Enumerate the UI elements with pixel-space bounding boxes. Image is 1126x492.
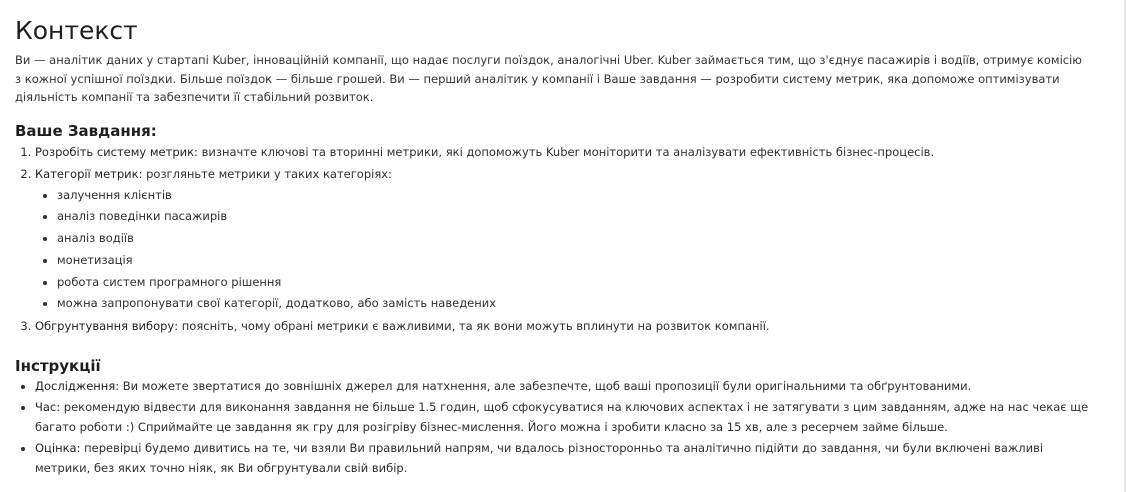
categories-list — [35, 185, 1090, 316]
task-label: Розробіть систему метрик: — [35, 144, 198, 159]
task-item-metric-categories — [35, 163, 1090, 316]
instruction-text: Ви можете звертатися до зовнішніх джерел для натхнення, але забезпечте, щоб ваші пропозиції були оригінальними та обґрунтованими. — [119, 379, 972, 394]
category-item: • робота систем програмного рішення — [57, 272, 1090, 294]
task-item-metrics-system — [35, 141, 1090, 163]
task-label: Обгрунтування вибору: — [35, 319, 179, 334]
instruction-item-evaluation — [35, 438, 1090, 478]
instruction-item-time — [35, 397, 1090, 437]
instruction-label: Оцінка: — [35, 441, 81, 456]
instruction-label: Час: — [35, 400, 61, 415]
document-page — [15, 14, 1090, 479]
tasks-title: Ваше Завдання: — [15, 121, 157, 140]
instructions-list — [15, 376, 1090, 478]
instruction-item-research — [35, 376, 1090, 396]
category-item: • залучення клієнтів — [57, 185, 1090, 207]
task-text: розгляньте метрики у таких категоріях: — [142, 166, 392, 181]
task-text: визначте ключові та вторинні метрики, які допоможуть Kuber моніторити та аналізувати ефективність бізнес-процесів. — [197, 144, 935, 159]
instruction-text: рекомендую відвести для виконання завдання не більше 1.5 годин, щоб сфокусуватися на ключових аспектах і не затягувати з цим завданням, адже на нас чекає ще багато роботи :) Сприймайте це завдання як гру для розігріву бізнес-мислення. Його можна і зробити класно за 15 хв, але з ресерчем займе більше. — [35, 400, 1089, 435]
context-paragraph: Ви — аналітик даних у стартапі Kuber, інноваційній компанії, що надає послуги поїздок, аналогічні Uber. Kuber займається тим, що з'єднує пасажирів і водіїв, отримує комісію з кожної успішної поїздки. Більше поїздок — більше грошей. Ви — перший аналітик у компанії і Ваше завдання — розробити систему метрик, яка допоможе оптимізувати діяльність компанії та забезпечити її стабільний розвиток. — [15, 53, 1082, 104]
category-item: • монетизація — [57, 250, 1090, 272]
instruction-label: Дослідження: — [35, 379, 120, 394]
category-item: • можна запропонувати свої категорії, додатково, або замість наведених — [57, 293, 1090, 315]
instructions-title: Інструкції — [15, 357, 101, 376]
task-label: Категорії метрик: — [35, 166, 143, 181]
instruction-text: перевірці будемо дивитись на те, чи взяли Ви правильний напрям, чи вдалось різносторонньо та аналітично підійти до завдання, чи були включені важливі метрики, без яких точно ніяк, як Ви обгрунтували свій вибір. — [35, 441, 1044, 476]
context-title: Контекст — [15, 16, 138, 45]
task-item-justification — [35, 315, 1090, 337]
category-item: • аналіз поведінки пасажирів — [57, 206, 1090, 228]
task-text: поясніть, чому обрані метрики є важливими, та як вони можуть вплинути на розвиток компанії. — [178, 319, 770, 334]
tasks-list — [15, 141, 1090, 338]
category-item: • аналіз водіїв — [57, 228, 1090, 250]
